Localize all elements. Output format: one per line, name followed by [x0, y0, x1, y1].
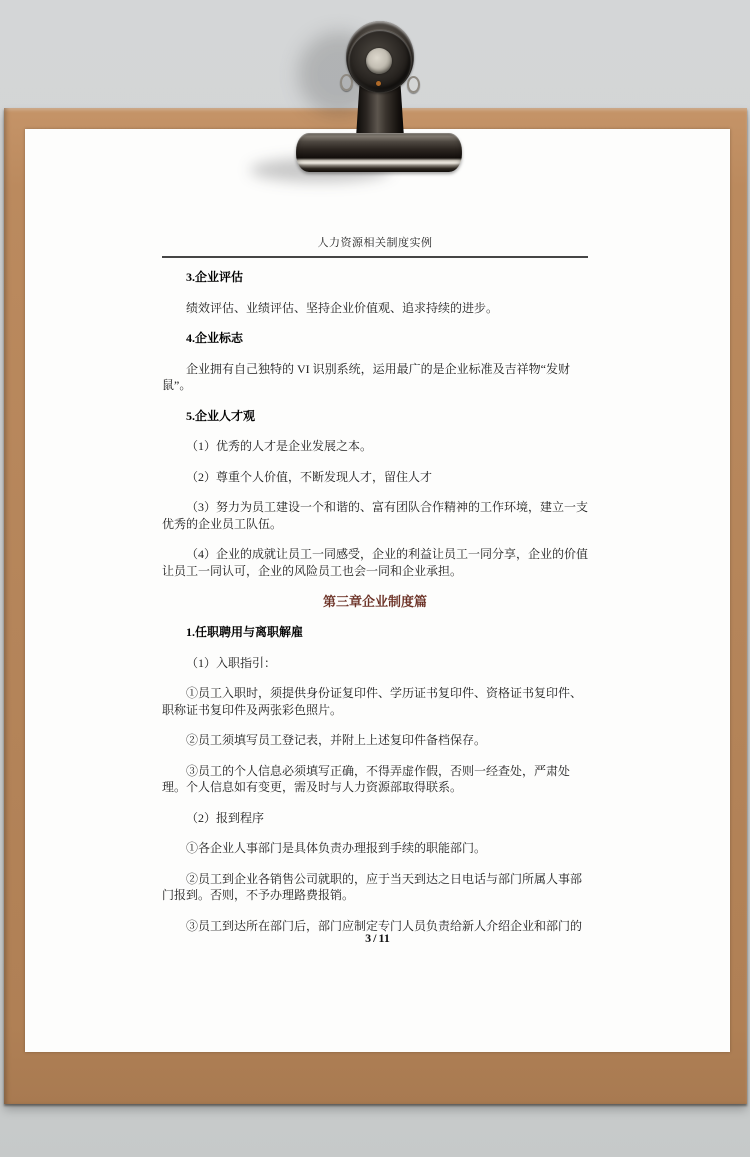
clip-reflection-dot — [376, 81, 381, 86]
clip-neck — [356, 86, 404, 138]
section-heading: 1.任职聘用与离职解雇 — [186, 625, 304, 639]
paragraph: ①员工入职时，须提供身份证复印件、学历证书复印件、资格证书复印件、职称证书复印件及两张彩色照片。 — [162, 686, 583, 717]
clip-wire-loop-right — [407, 76, 420, 93]
paragraph: （2）报到程序 — [186, 810, 265, 825]
chapter-heading: 第三章企业制度篇 — [322, 594, 427, 609]
paragraph: ③员工到达所在部门后，部门应制定专门人员负责给新人介绍企业和部门的 — [186, 918, 583, 933]
paragraph: （4）企业的成就让员工一同感受，企业的利益让员工一同分享，企业的价值让员工一同认可，企业的风险员工也会一同和企业承担。 — [162, 547, 589, 578]
paragraph: ②员工须填写员工登记表，并附上上述复印件备档保存。 — [186, 733, 487, 747]
header-rule — [162, 256, 588, 258]
paragraph: （2）尊重个人价值，不断发现人才，留住人才 — [186, 469, 433, 484]
document-header-title: 人力资源相关制度实例 — [317, 237, 433, 249]
clip-clamp-bar — [296, 133, 462, 172]
paragraph: ②员工到企业各销售公司就职的，应于当天到达之日电话与部门所属人事部门报到。否则，不予办理路费报销。 — [162, 871, 583, 902]
clip-hole — [366, 48, 392, 74]
paragraph: ①各企业人事部门是具体负责办理报到手续的职能部门。 — [186, 841, 487, 855]
page-separator: / — [373, 931, 377, 945]
document-page — [25, 129, 730, 1052]
section-heading: 3.企业评估 — [186, 270, 244, 284]
paragraph: 绩效评估、业绩评估、坚持企业价值观、追求持续的进步。 — [186, 300, 499, 315]
page-total: 11 — [378, 931, 390, 945]
paragraph: ③员工的个人信息必须填写正确，不得弄虚作假，否则一经查处，严肃处理。个人信息如有变更，需及时与人力资源部取得联系。 — [162, 763, 571, 794]
section-heading: 5.企业人才观 — [186, 408, 256, 423]
paragraph: （3）努力为员工建设一个和谐的、富有团队合作精神的工作环境，建立一支优秀的企业员工队伍。 — [162, 500, 589, 531]
paragraph: （1）入职指引： — [186, 655, 277, 670]
document-content — [162, 236, 588, 948]
paragraph: （1）优秀的人才是企业发展之本。 — [186, 439, 373, 453]
page-number — [25, 931, 730, 946]
section-heading: 4.企业标志 — [186, 331, 244, 345]
paragraph: 企业拥有自己独特的 VI 识别系统，运用最广的是企业标准及吉祥物“发财鼠”。 — [162, 361, 570, 392]
page-current: 3 — [365, 931, 372, 945]
document-body — [162, 269, 588, 934]
